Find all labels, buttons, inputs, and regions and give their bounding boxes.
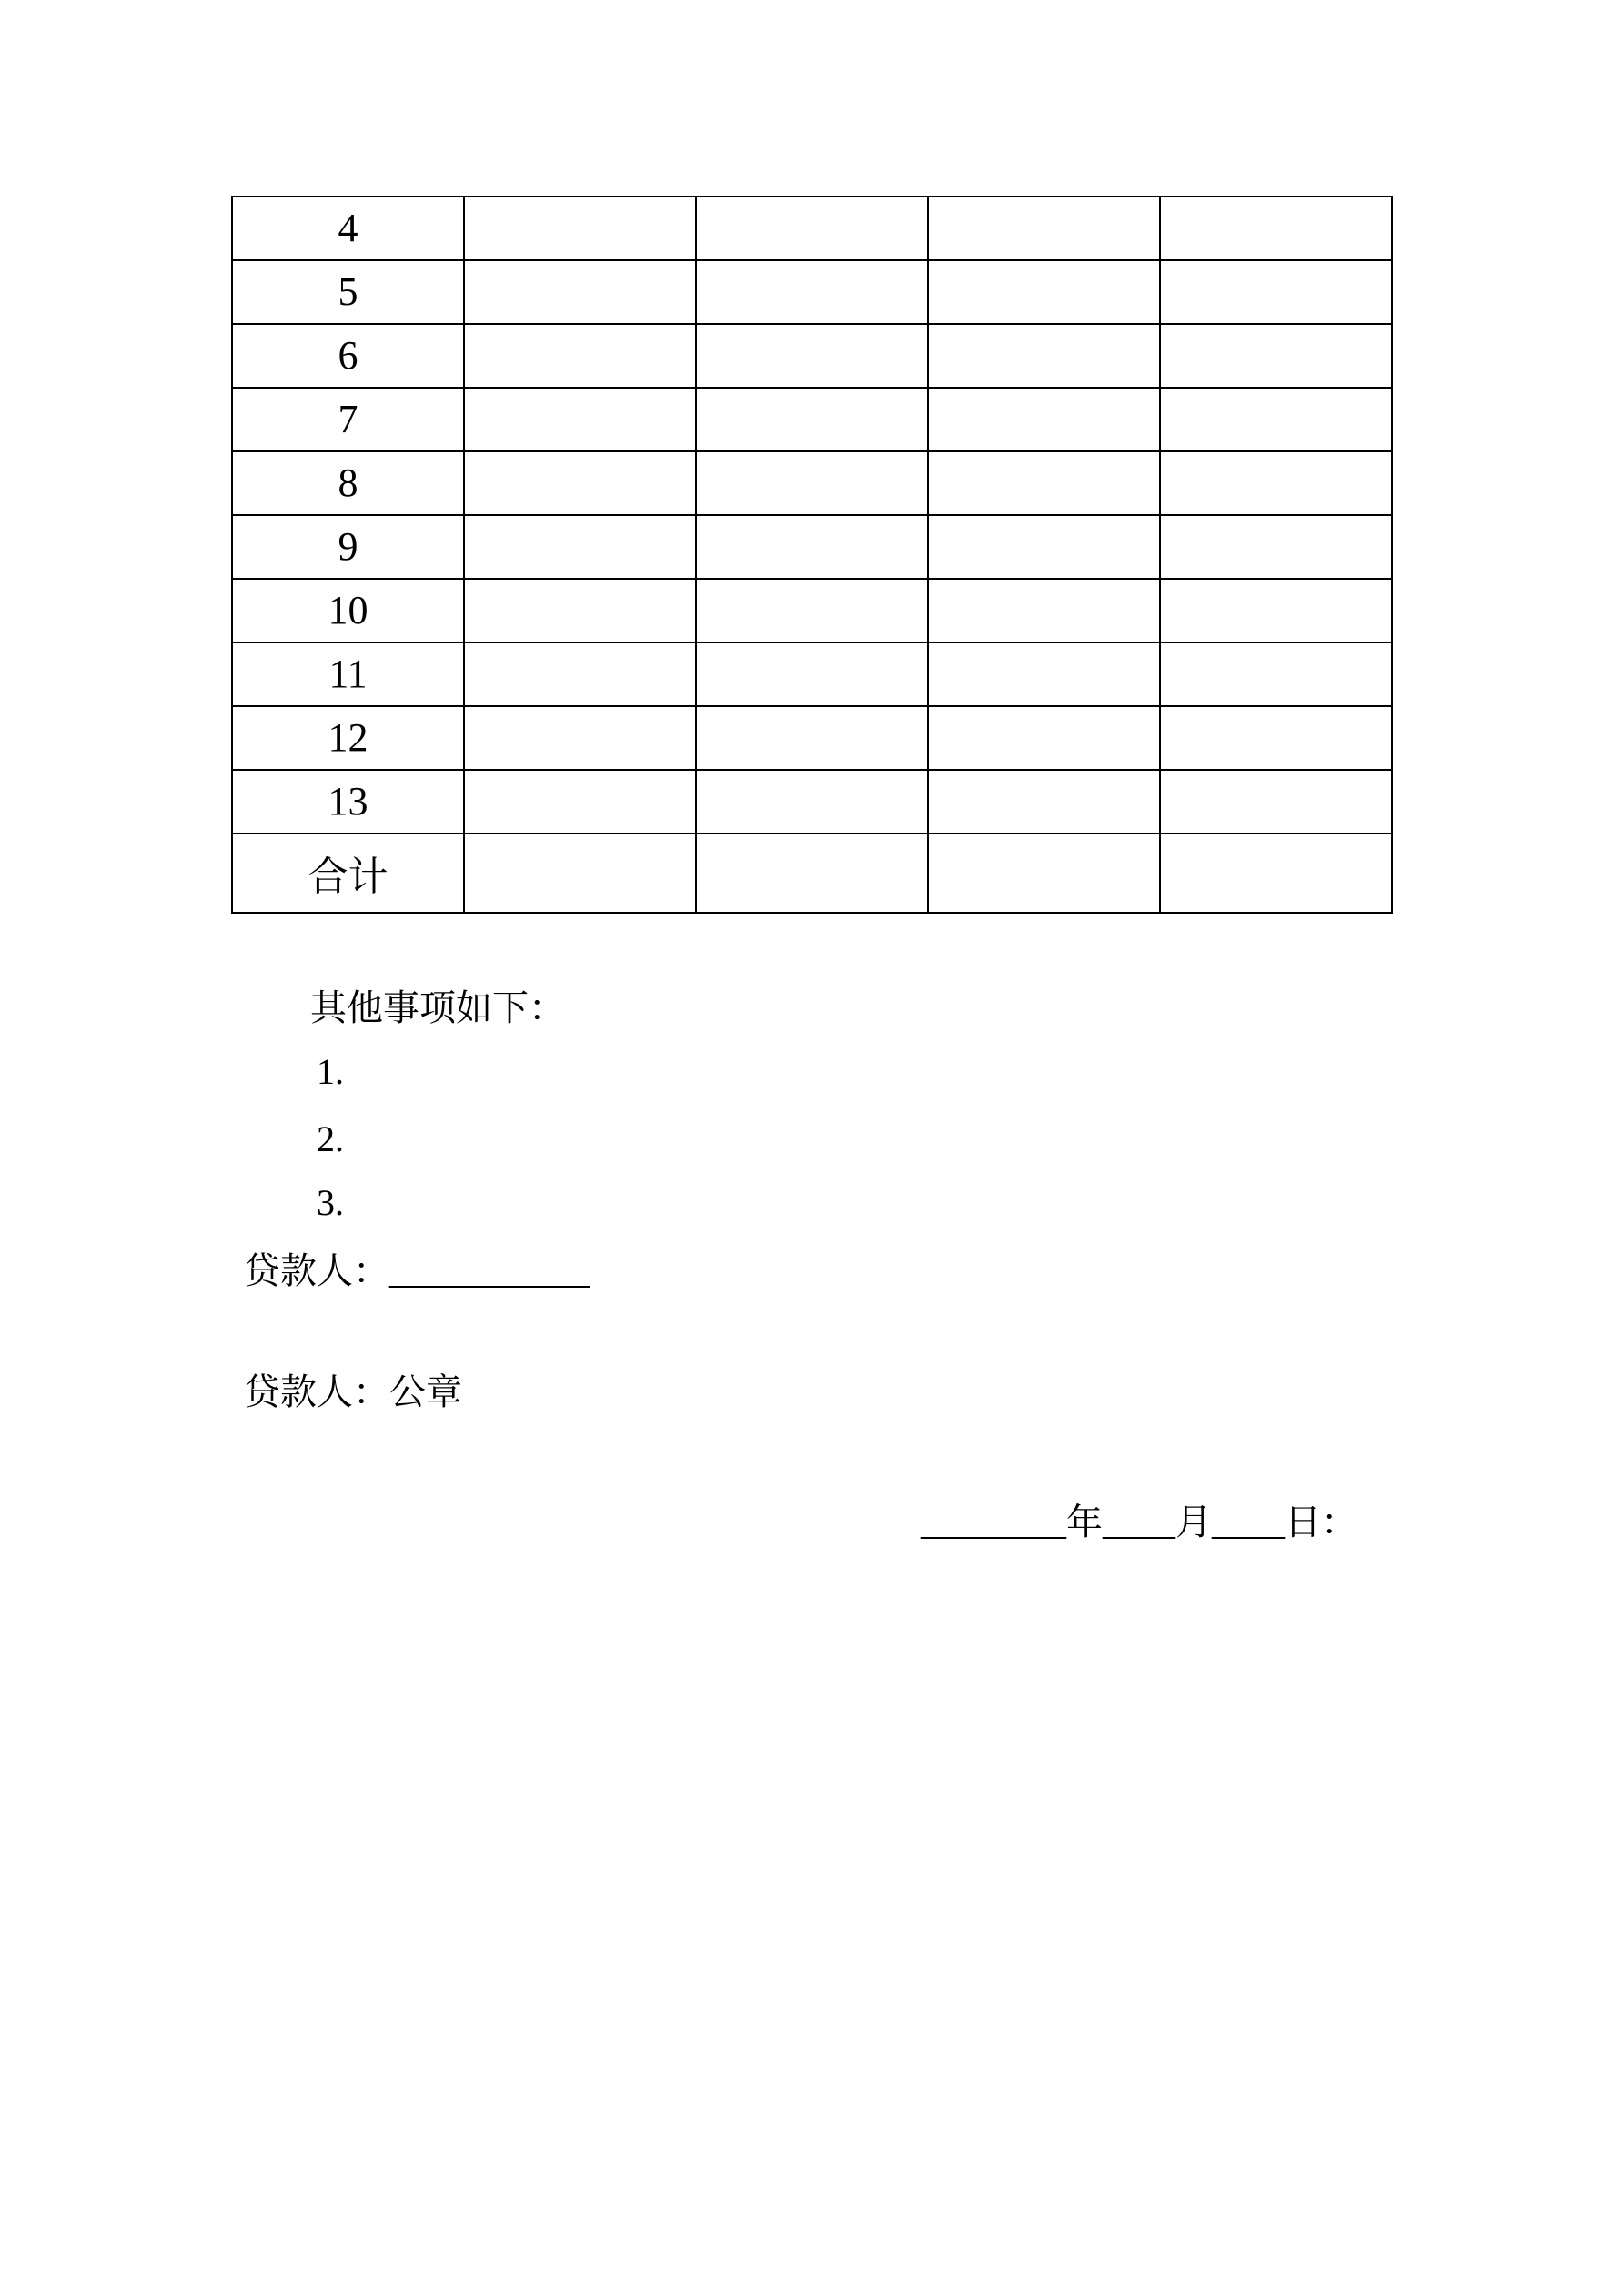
empty-cell	[696, 770, 928, 834]
table-row	[232, 324, 1392, 388]
empty-cell	[464, 706, 696, 770]
empty-cell	[1160, 642, 1392, 706]
empty-cell	[1160, 579, 1392, 642]
empty-cell	[464, 388, 696, 451]
row-label-cell: 合计	[232, 834, 464, 913]
table-row	[232, 451, 1392, 515]
empty-cell	[464, 579, 696, 642]
empty-cell	[464, 770, 696, 834]
empty-cell	[1160, 260, 1392, 324]
row-label-cell: 12	[232, 706, 464, 770]
empty-cell	[928, 515, 1160, 579]
row-label-cell: 5	[232, 260, 464, 324]
empty-cell	[696, 324, 928, 388]
empty-cell	[928, 324, 1160, 388]
empty-cell	[928, 388, 1160, 451]
empty-cell	[696, 197, 928, 260]
table-row	[232, 260, 1392, 324]
empty-cell	[928, 642, 1160, 706]
empty-cell	[464, 197, 696, 260]
empty-cell	[1160, 834, 1392, 913]
other-matters-item-1: 1.	[317, 1051, 344, 1092]
row-label-cell: 10	[232, 579, 464, 642]
empty-cell	[696, 388, 928, 451]
table-row	[232, 706, 1392, 770]
empty-cell	[1160, 197, 1392, 260]
empty-cell	[464, 642, 696, 706]
empty-cell	[928, 197, 1160, 260]
empty-cell	[1160, 706, 1392, 770]
table-row	[232, 770, 1392, 834]
lender-signature-line	[244, 1246, 590, 1297]
empty-cell	[696, 579, 928, 642]
row-label-cell: 4	[232, 197, 464, 260]
empty-cell	[1160, 451, 1392, 515]
empty-cell	[696, 642, 928, 706]
row-label-cell: 6	[232, 324, 464, 388]
empty-cell	[1160, 388, 1392, 451]
empty-cell	[928, 706, 1160, 770]
empty-cell	[1160, 770, 1392, 834]
empty-cell	[928, 451, 1160, 515]
empty-cell	[928, 834, 1160, 913]
table-row	[232, 388, 1392, 451]
row-label-cell: 11	[232, 642, 464, 706]
empty-cell	[464, 324, 696, 388]
lender-signature-blank: ___________	[389, 1250, 590, 1291]
lender-seal-line: 贷款人：公章	[244, 1371, 462, 1412]
other-matters-heading: 其他事项如下：	[310, 987, 565, 1028]
row-label-cell: 13	[232, 770, 464, 834]
empty-cell	[1160, 515, 1392, 579]
empty-cell	[464, 260, 696, 324]
empty-cell	[464, 515, 696, 579]
table-row	[232, 515, 1392, 579]
signature-date-line: ________年____月____日：	[921, 1502, 1357, 1542]
empty-cell	[696, 834, 928, 913]
empty-cell	[928, 260, 1160, 324]
table-row	[232, 197, 1392, 260]
other-matters-item-2: 2.	[317, 1118, 344, 1159]
empty-cell	[928, 770, 1160, 834]
empty-cell	[464, 451, 696, 515]
schedule-table-body	[232, 197, 1392, 913]
row-label-cell: 7	[232, 388, 464, 451]
row-label-cell: 9	[232, 515, 464, 579]
other-matters-item-3: 3.	[317, 1182, 344, 1223]
table-row	[232, 579, 1392, 642]
empty-cell	[696, 451, 928, 515]
empty-cell	[696, 260, 928, 324]
repayment-schedule-table	[231, 196, 1393, 914]
empty-cell	[928, 579, 1160, 642]
empty-cell	[1160, 324, 1392, 388]
lender-signature-label: 贷款人：	[244, 1250, 389, 1291]
empty-cell	[464, 834, 696, 913]
table-row	[232, 642, 1392, 706]
empty-cell	[696, 515, 928, 579]
table-row	[232, 834, 1392, 913]
row-label-cell: 8	[232, 451, 464, 515]
empty-cell	[696, 706, 928, 770]
